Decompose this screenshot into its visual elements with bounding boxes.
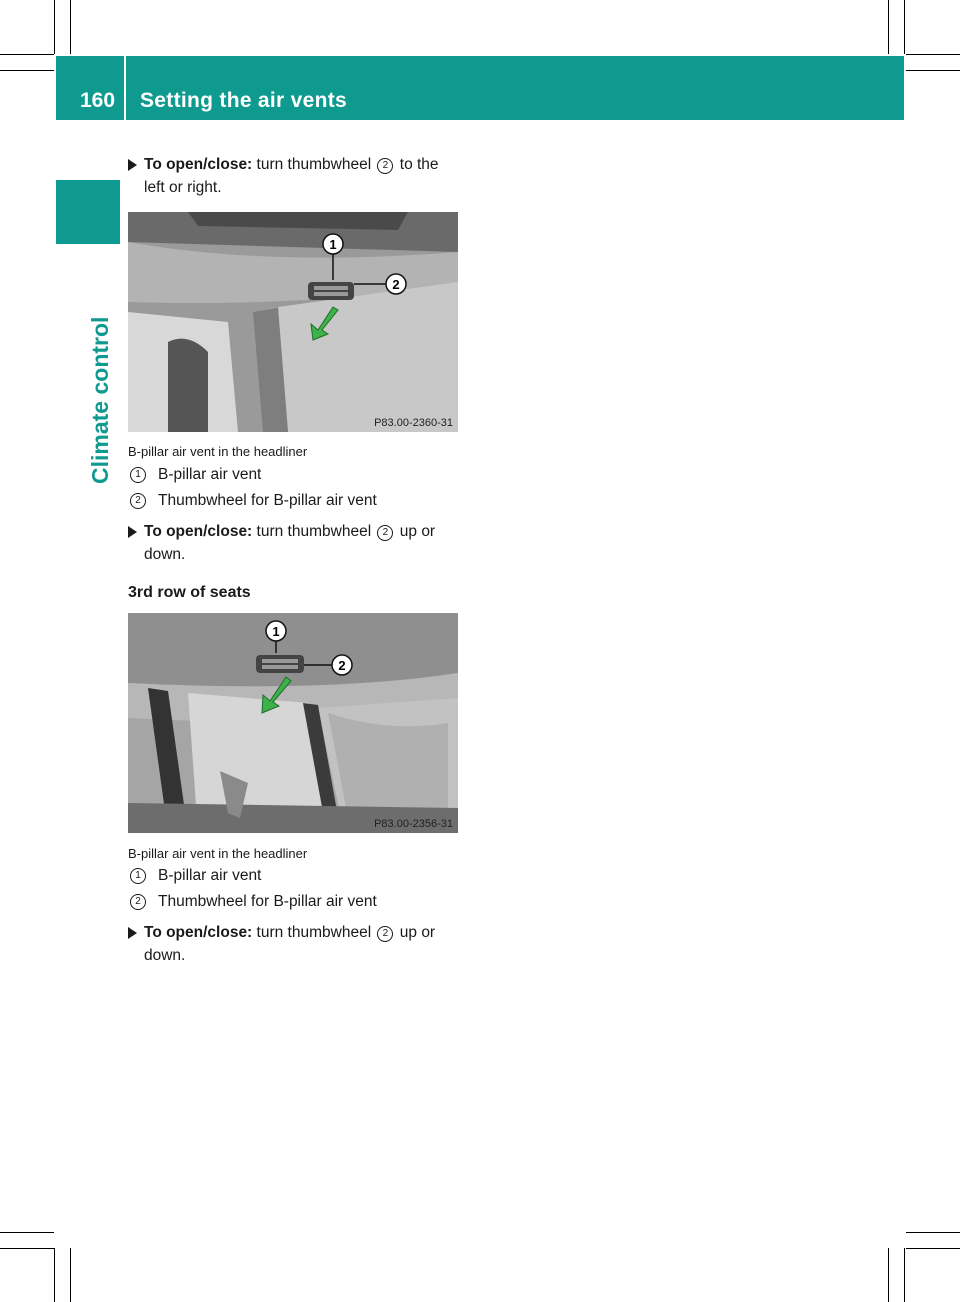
figure-third-row-vent bbox=[128, 613, 458, 833]
vent-illustration bbox=[128, 613, 458, 833]
step-text: turn thumbwheel bbox=[256, 523, 372, 540]
step-text: up or down. bbox=[144, 924, 436, 964]
step-label: To open/close: bbox=[144, 523, 253, 540]
step-text: up or down. bbox=[144, 523, 436, 563]
figure-caption: B-pillar air vent in the headliner bbox=[128, 444, 308, 459]
vent-illustration bbox=[128, 212, 458, 432]
crop-mark bbox=[904, 0, 905, 54]
step-text: turn thumbwheel bbox=[256, 924, 372, 941]
step-text: turn thumbwheel bbox=[256, 156, 372, 173]
legend-text: B-pillar air vent bbox=[158, 867, 262, 884]
legend-item bbox=[128, 863, 377, 889]
step-1 bbox=[128, 153, 460, 199]
marker-2-icon: 2 bbox=[377, 158, 393, 174]
legend-item bbox=[128, 889, 377, 915]
marker-2-icon: 2 bbox=[377, 926, 393, 942]
crop-mark bbox=[906, 1232, 960, 1233]
marker-2-icon: 2 bbox=[130, 493, 146, 509]
subheading: 3rd row of seats bbox=[128, 584, 251, 601]
crop-mark bbox=[888, 0, 889, 54]
figure-legend bbox=[128, 462, 377, 514]
crop-mark bbox=[0, 70, 54, 71]
arrow-bullet-icon bbox=[128, 159, 137, 171]
crop-mark bbox=[0, 1248, 54, 1249]
section-title: Setting the air vents bbox=[140, 89, 348, 112]
figure-code: P83.00-2360-31 bbox=[374, 417, 453, 429]
legend-text: B-pillar air vent bbox=[158, 466, 262, 483]
legend-text: Thumbwheel for B-pillar air vent bbox=[158, 893, 377, 910]
crop-mark bbox=[54, 0, 55, 54]
chapter-label: Climate control bbox=[87, 316, 113, 484]
marker-2-icon: 2 bbox=[377, 525, 393, 541]
figure-caption: B-pillar air vent in the headliner bbox=[128, 846, 308, 861]
arrow-bullet-icon bbox=[128, 927, 137, 939]
crop-mark bbox=[54, 1248, 55, 1302]
callout-1: 1 bbox=[272, 624, 280, 639]
crop-mark bbox=[0, 1232, 54, 1233]
marker-1-icon: 1 bbox=[130, 868, 146, 884]
arrow-bullet-icon bbox=[128, 526, 137, 538]
step-2 bbox=[128, 520, 460, 566]
legend-text: Thumbwheel for B-pillar air vent bbox=[158, 492, 377, 509]
legend-item bbox=[128, 488, 377, 514]
header-divider bbox=[124, 56, 126, 120]
step-text: to the left or right. bbox=[144, 156, 439, 196]
crop-mark bbox=[0, 54, 54, 55]
crop-mark bbox=[70, 0, 71, 54]
callout-1: 1 bbox=[329, 237, 337, 252]
callout-2: 2 bbox=[338, 658, 346, 673]
legend-item bbox=[128, 462, 377, 488]
crop-mark bbox=[904, 1248, 905, 1302]
figure-legend bbox=[128, 863, 377, 915]
crop-mark bbox=[906, 1248, 960, 1249]
step-label: To open/close: bbox=[144, 924, 253, 941]
side-tab-block bbox=[56, 180, 120, 244]
figure-code: P83.00-2356-31 bbox=[374, 818, 453, 830]
marker-2-icon: 2 bbox=[130, 894, 146, 910]
crop-mark bbox=[906, 54, 960, 55]
marker-1-icon: 1 bbox=[130, 467, 146, 483]
crop-mark bbox=[888, 1248, 889, 1302]
step-3 bbox=[128, 921, 460, 967]
page-number: 160 bbox=[80, 89, 116, 112]
figure-b-pillar-vent bbox=[128, 212, 458, 432]
callout-2: 2 bbox=[392, 277, 400, 292]
crop-mark bbox=[906, 70, 960, 71]
step-label: To open/close: bbox=[144, 156, 253, 173]
